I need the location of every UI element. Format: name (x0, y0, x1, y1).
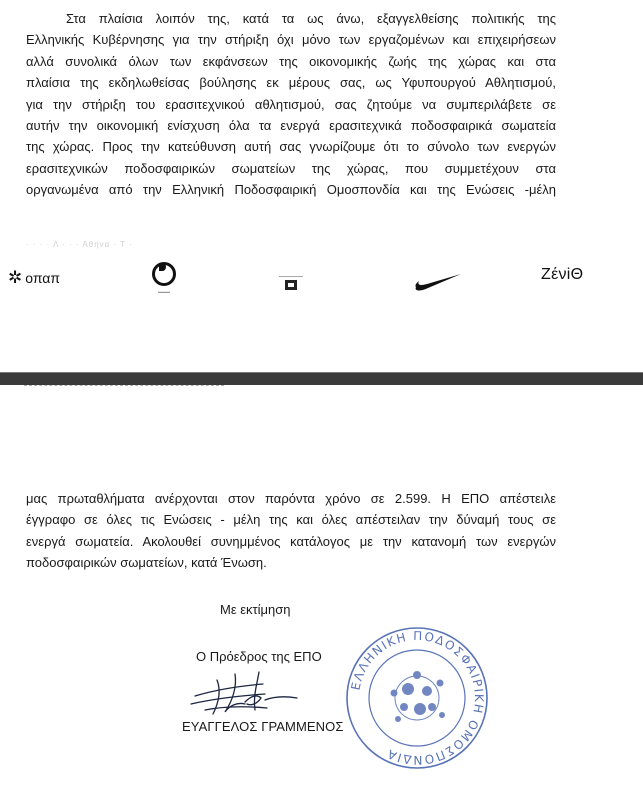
paragraph-line: Ελληνικής Κυβέρνησης για την στήριξη όχι μόνο των εργαζομένων και επιχειρήσεων (26, 32, 556, 48)
paragraph-line: οργανωμένα από την Ελληνική Ποδοσφαιρική Ομοσπονδία και της Ενώσεις -μέλη (26, 182, 556, 198)
faded-footer-address: · · · · Λ · · · Αθηνα · Τ · (26, 240, 133, 249)
paragraph-line: Στα πλαίσια λοιπόν της, κατά τα ως άνω, εξαγγελθείσης πολιτικής της (66, 11, 556, 26)
paragraph-continuation (26, 488, 556, 574)
nike-swoosh-icon (414, 272, 462, 292)
vodafone-speechmark-icon (152, 262, 176, 286)
paragraph-line: ενεργά σωματεία. Ακολουθεί συνημμένος κατάλογος με την κατανομή των ενεργών (26, 533, 556, 549)
sponsor-box-logo (279, 270, 303, 292)
vodafone-logo (152, 262, 176, 294)
paragraph-line: ποδοσφαιρικών σωματείων, κατά Ένωση. (26, 555, 267, 571)
opap-logo (8, 268, 60, 288)
paragraph-main (26, 8, 556, 201)
box-logo-top (279, 272, 303, 277)
paragraph-line: για την στήριξη του ερασιτεχνικού αθλητισμού, σας ζητούμε να συμπεριλάβετε σε (26, 96, 556, 112)
closing-salutation: Με εκτίμηση (220, 602, 291, 617)
paragraph-line: έγγραφο σε όλες τις Ενώσεις - μέλη της και όλες απέστειλαν την δύναμή τους σε (26, 512, 556, 528)
nike-logo (414, 272, 462, 292)
paragraph-line: αυτήν την οικονομική ενίσχυση όλα τα ενεργά ερασιτεχνικά ποδοσφαιρικά σωματεία (26, 118, 556, 134)
seal-text: ΕΛΛΗΝΙΚΗ ΠΟΔΟΣΦΑΙΡΙΚΗ ΟΜΟΣΠΟΝΔΙΑ (348, 628, 487, 768)
paragraph-line: μας πρωταθλήματα ανέρχονται στον παρόντα χρόνο σε 2.599. Η ΕΠΟ απέστειλε (26, 491, 556, 506)
document-page-2 (0, 385, 643, 796)
document-page-1 (0, 0, 643, 372)
paragraph-line: πλαίσια της εκδηλωθείσας βούλησης εκ μέρους σας, ως Υφυπουργού Αθλητισμού, (26, 75, 556, 91)
page-top-edge (24, 385, 224, 389)
paragraph-line: ερασιτεχνικών ποδοσφαιρικών σωματείων της χώρας, που συμμετέχουν στα (26, 160, 556, 176)
sponsor-logo-bar (0, 256, 643, 302)
zenith-logo: ΖένiΘ (541, 266, 584, 283)
vodafone-logo-mark: ▬▬▬ (158, 289, 170, 294)
president-title: Ο Πρόεδρος της ΕΠΟ (196, 649, 322, 664)
federation-seal (342, 623, 492, 773)
box-logo-mark (285, 280, 297, 290)
page-separator (0, 372, 643, 386)
paragraph-line: αλλά συνολικά όλων των εκφάνσεων της οικονομικής ζωής της χώρας και στα (26, 53, 556, 69)
opap-logo-text: οπαπ (25, 270, 61, 286)
paragraph-line: της χώρας. Προς την κατεύθυνση αυτή σας γνωρίζουμε ότι το σύνολο των ενεργών (26, 139, 556, 155)
handwritten-signature (185, 666, 335, 718)
signer-name: ΕΥΑΓΓΕΛΟΣ ΓΡΑΜΜΕΝΟΣ (182, 719, 344, 734)
opap-star-icon: ✲ (8, 268, 23, 287)
